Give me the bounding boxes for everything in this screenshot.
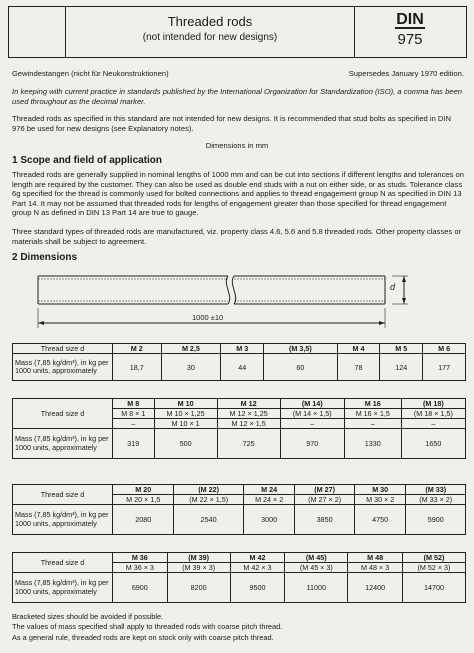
thread-size-cell: M 5 [380,344,423,354]
mass-cell: 124 [380,354,423,381]
length-dimension: 1000 ±10 [192,313,224,322]
thread-size-cell: M 42 [230,553,285,563]
table-row [13,485,466,495]
mass-cell: 12400 [348,573,403,603]
supersedes-note: Supersedes January 1970 edition. [348,69,464,78]
pitch-cell: M 12 × 1,5 [217,419,280,429]
table-row [13,505,466,535]
units-note: Dimensions in mm [205,141,269,150]
thread-size-header: Thread size d [13,553,113,573]
mass-cell: 3000 [243,505,295,535]
mass-cell: 3850 [295,505,354,535]
mass-cell: 1650 [401,429,465,459]
footer-note: The values of mass specified shall apply to threaded rods with coarse pitch thread. [12,622,283,632]
table-row [13,553,466,563]
mass-cell: 2080 [113,505,174,535]
mass-cell: 2540 [174,505,243,535]
mass-cell: 44 [221,354,264,381]
standard-number: 975 [397,31,423,48]
thread-size-cell: (M 45) [285,553,348,563]
mass-cell: 30 [161,354,221,381]
mass-cell: 725 [217,429,280,459]
decimal-marker-note: In keeping with current practice in standards published by the International Organization for Standardization (ISO), a comma has been used throughout as the decimal marker. [12,87,462,106]
section-2-heading: 2 Dimensions [12,252,78,263]
pitch-cell: – [401,419,465,429]
mass-cell: 5900 [406,505,466,535]
section-1-paragraph-2: Three standard types of threaded rods are manufactured, viz. property class 4.6, 5.6 and 5.8 threaded rods. Other property classes or materials shall be subject to agreement. [12,227,462,246]
pitch-cell: M 24 × 2 [243,495,295,505]
pitch-cell: M 36 × 3 [113,563,168,573]
mass-cell: 500 [154,429,217,459]
table-row [13,344,466,354]
title-block [65,7,355,57]
table-row [13,429,466,459]
pitch-cell: M 10 × 1,25 [154,409,217,419]
mass-cell: 6900 [113,573,168,603]
pitch-cell: – [113,419,155,429]
thread-size-cell: M 2 [113,344,162,354]
thread-size-cell: (M 52) [402,553,465,563]
diameter-label: d [390,282,396,292]
pitch-cell: M 42 × 3 [230,563,285,573]
section-1-paragraph-1: Threaded rods are generally supplied in nominal lengths of 1000 mm and can be cut into sections if different lengths and tolerances on length are required by the customer. They can also be used as double end studs with a nut on either side, or as studs. Tolerance class 6g specified for the thread is commonly used for bolted connections and applies to thread engagement group N as specified in DIN 13 Part 14. It may not be assumed that threaded rods for lengths of engagement greater than those specified for thread engagement group N as defined in DIN 13 Part 14 are true to gauge. [12,170,464,218]
thread-size-cell: M 48 [348,553,403,563]
thread-size-cell: M 20 [113,485,174,495]
mass-label: Mass (7,85 kg/dm³), in kg per 1000 units, approximately [13,573,113,603]
thread-size-cell: M 6 [423,344,466,354]
thread-size-cell: M 3 [221,344,264,354]
mass-cell: 177 [423,354,466,381]
thread-size-cell: (M 22) [174,485,243,495]
din-logo-block [354,7,466,57]
pitch-cell: M 30 × 2 [354,495,406,505]
thread-size-cell: M 36 [113,553,168,563]
thread-size-cell: M 10 [154,399,217,409]
pitch-cell: M 8 × 1 [113,409,155,419]
pitch-cell: – [344,419,401,429]
thread-size-cell: M 2,5 [161,344,221,354]
section-1-heading: 1 Scope and field of application [12,155,163,166]
table-xl-sizes [12,552,466,603]
mass-cell: 11000 [285,573,348,603]
pitch-cell: (M 18 × 1,5) [401,409,465,419]
thread-size-cell: M 24 [243,485,295,495]
mass-label: Mass (7,85 kg/dm³), in kg per 1000 units, approximately [13,505,113,535]
thread-size-cell: (M 3,5) [264,344,338,354]
mass-cell: 9500 [230,573,285,603]
footer-notes [12,612,464,652]
table-row [13,354,466,381]
pitch-cell: (M 22 × 1,5) [174,495,243,505]
pitch-cell: M 16 × 1,5 [344,409,401,419]
thread-size-cell: M 30 [354,485,406,495]
pitch-cell: (M 39 × 3) [167,563,230,573]
thread-size-cell: M 8 [113,399,155,409]
german-title: Gewindestangen (nicht für Neukonstruktionen) [12,69,169,78]
table-row [13,399,466,409]
thread-size-header: Thread size d [13,399,113,429]
mass-cell: 14700 [402,573,465,603]
document-title: Threaded rods [167,14,253,29]
thread-size-cell: M 12 [217,399,280,409]
table-large-sizes [12,484,466,535]
pitch-cell: M 12 × 1,25 [217,409,280,419]
pitch-cell: M 20 × 1,5 [113,495,174,505]
footer-note: As a general rule, threaded rods are kept on stock only with coarse pitch thread. [12,632,274,642]
pitch-cell: – [280,419,344,429]
thread-size-cell: (M 18) [401,399,465,409]
mass-label: Mass (7,85 kg/dm³), in kg per 1000 units, approximately [13,354,113,381]
thread-size-cell: M 4 [337,344,380,354]
pitch-cell: (M 45 × 3) [285,563,348,573]
mass-cell: 78 [337,354,380,381]
pitch-cell: M 10 × 1 [154,419,217,429]
table-row [13,573,466,603]
mass-cell: 8200 [167,573,230,603]
mass-label: Mass (7,85 kg/dm³), in kg per 1000 units, approximately [13,429,113,459]
mass-cell: 18,7 [113,354,162,381]
footer-note: Bracketed sizes should be avoided if possible. [12,612,164,621]
pitch-cell: (M 27 × 2) [295,495,354,505]
document-subtitle: (not intended for new designs) [142,32,278,43]
din-logo: DIN [396,11,424,28]
thread-size-cell: (M 39) [167,553,230,563]
mass-cell: 1330 [344,429,401,459]
document-header [8,6,467,58]
thread-size-cell: (M 33) [406,485,466,495]
mass-cell: 319 [113,429,155,459]
pitch-cell: M 48 × 3 [348,563,403,573]
pitch-cell: (M 52 × 3) [402,563,465,573]
thread-size-cell: (M 27) [295,485,354,495]
thread-size-cell: M 16 [344,399,401,409]
mass-cell: 60 [264,354,338,381]
intro-paragraph: Threaded rods as specified in this standard are not intended for new designs. It is recommended that stud bolts as specified in DIN 976 be used for new designs (see Explanatory notes). [12,114,451,133]
table-small-sizes [12,343,466,381]
pitch-cell: (M 14 × 1,5) [280,409,344,419]
thread-size-header: Thread size d [13,344,113,354]
threaded-rod-drawing [30,268,430,338]
pitch-cell: (M 33 × 2) [406,495,466,505]
thread-size-header: Thread size d [13,485,113,505]
thread-size-cell: (M 14) [280,399,344,409]
mass-cell: 4750 [354,505,406,535]
mass-cell: 970 [280,429,344,459]
table-medium-sizes [12,398,466,459]
